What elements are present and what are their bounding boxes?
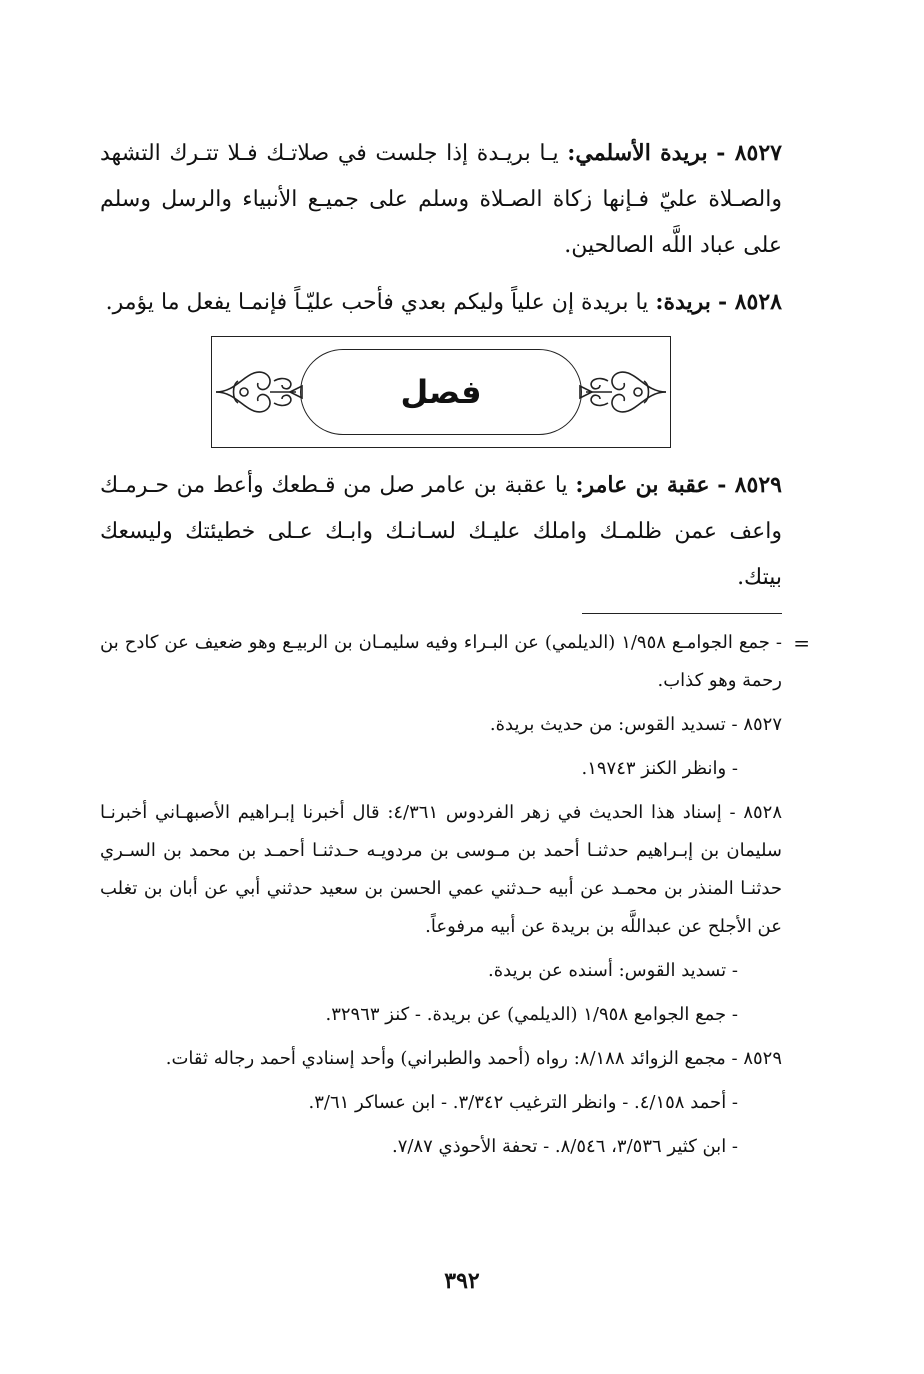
hadith-entry-8529 (100, 462, 782, 601)
arabesque-ornament-icon (578, 357, 668, 427)
footnote-8528: ٨٥٢٨ - إسناد هذا الحديث في زهر الفردوس ٤/٣٦١: قال أخبرنا إبـراهيم الأصبهـاني أخبرنـا سليمان بن إبـراهيم حدثنـا أحمد بن مـوسى بن مردويـه حـدثنـا أحمـد بن محمد بن السـري حدثنـا المنذر بن محمـد عن أبيه حـدثني عمي الحسن بن سعيد حدثني أبي عن أبان بن تغلب عن الأجلح عن عبداللَّه بن بريدة عن أبيه مرفوعاً. (100, 802, 782, 937)
section-title-frame (300, 349, 582, 435)
entry-number: ٨٥٢٨ - (717, 289, 782, 315)
footnote-8528-ref: - تسديد القوس: أسنده عن بريدة. (488, 960, 738, 981)
entry-number: ٨٥٢٩ - (717, 472, 782, 498)
hadith-text: يـا بريـدة إذا جلست في صلاتـك فـلا تتـرك التشهد والصـلاة عليّ فـإنها زكاة الصـلاة وسلم على جميـع الأنبياء والرسل وسلم على عباد اللَّه الصالحين. (100, 141, 782, 258)
narrator-name: بريدة: (655, 289, 711, 315)
section-header-box (211, 336, 671, 448)
entry-number: ٨٥٢٧ - (716, 140, 782, 166)
footnotes (100, 624, 810, 1166)
footnote-8529-ref: - أحمد ٤/١٥٨. - وانظر الترغيب ٣/٣٤٢. - ابن عساكر ٣/٦١. (308, 1092, 738, 1113)
hadith-text: يا بريدة إن علياً وليكم بعدي فأحب عليّـاً فإنمـا يفعل ما يؤمر. (105, 290, 649, 315)
continuation-mark: = (793, 631, 810, 655)
footnote-divider (582, 613, 782, 614)
hadith-text: يا عقبة بن عامر صل من قـطعك وأعط من حـرمـك واعف عمن ظلمـك واملك عليـك لسـانـك وابـك عـلى خطيئتك وليسعك بيتك. (100, 473, 782, 590)
page-number: ٣٩٢ (444, 1268, 480, 1294)
page-body (100, 130, 810, 1172)
footnote-continuation (100, 624, 810, 700)
footnote-text: - جمع الجوامـع ١/٩٥٨ (الديلمي) عن البـراء وفيه سليمـان بن الربيـع وهو ضعيف عن كادح بن رحمة وهو كذاب. (100, 632, 782, 691)
hadith-entry-8527 (100, 130, 782, 269)
footnote-8528-ref: - جمع الجوامع ١/٩٥٨ (الديلمي) عن بريدة. - كنز ٣٢٩٦٣. (325, 1004, 738, 1025)
hadith-entry-8528 (100, 279, 782, 326)
arabesque-ornament-icon (214, 357, 304, 427)
main-text (100, 130, 782, 601)
footnote-8527-ref: - وانظر الكنز ١٩٧٤٣. (581, 758, 738, 779)
narrator-name: بريدة الأسلمي: (567, 140, 708, 166)
section-title: فصل (400, 373, 482, 411)
footnote-8529: ٨٥٢٩ - مجمع الزوائد ٨/١٨٨: رواه (أحمد والطبراني) وأحد إسنادي أحمد رجاله ثقات. (165, 1048, 782, 1069)
footnote-8527: ٨٥٢٧ - تسديد القوس: من حديث بريدة. (489, 714, 782, 735)
narrator-name: عقبة بن عامر: (575, 472, 710, 498)
footnote-8529-ref: - ابن كثير ٣/٥٣٦، ٨/٥٤٦. - تحفة الأحوذي ٧/٨٧. (391, 1136, 738, 1157)
